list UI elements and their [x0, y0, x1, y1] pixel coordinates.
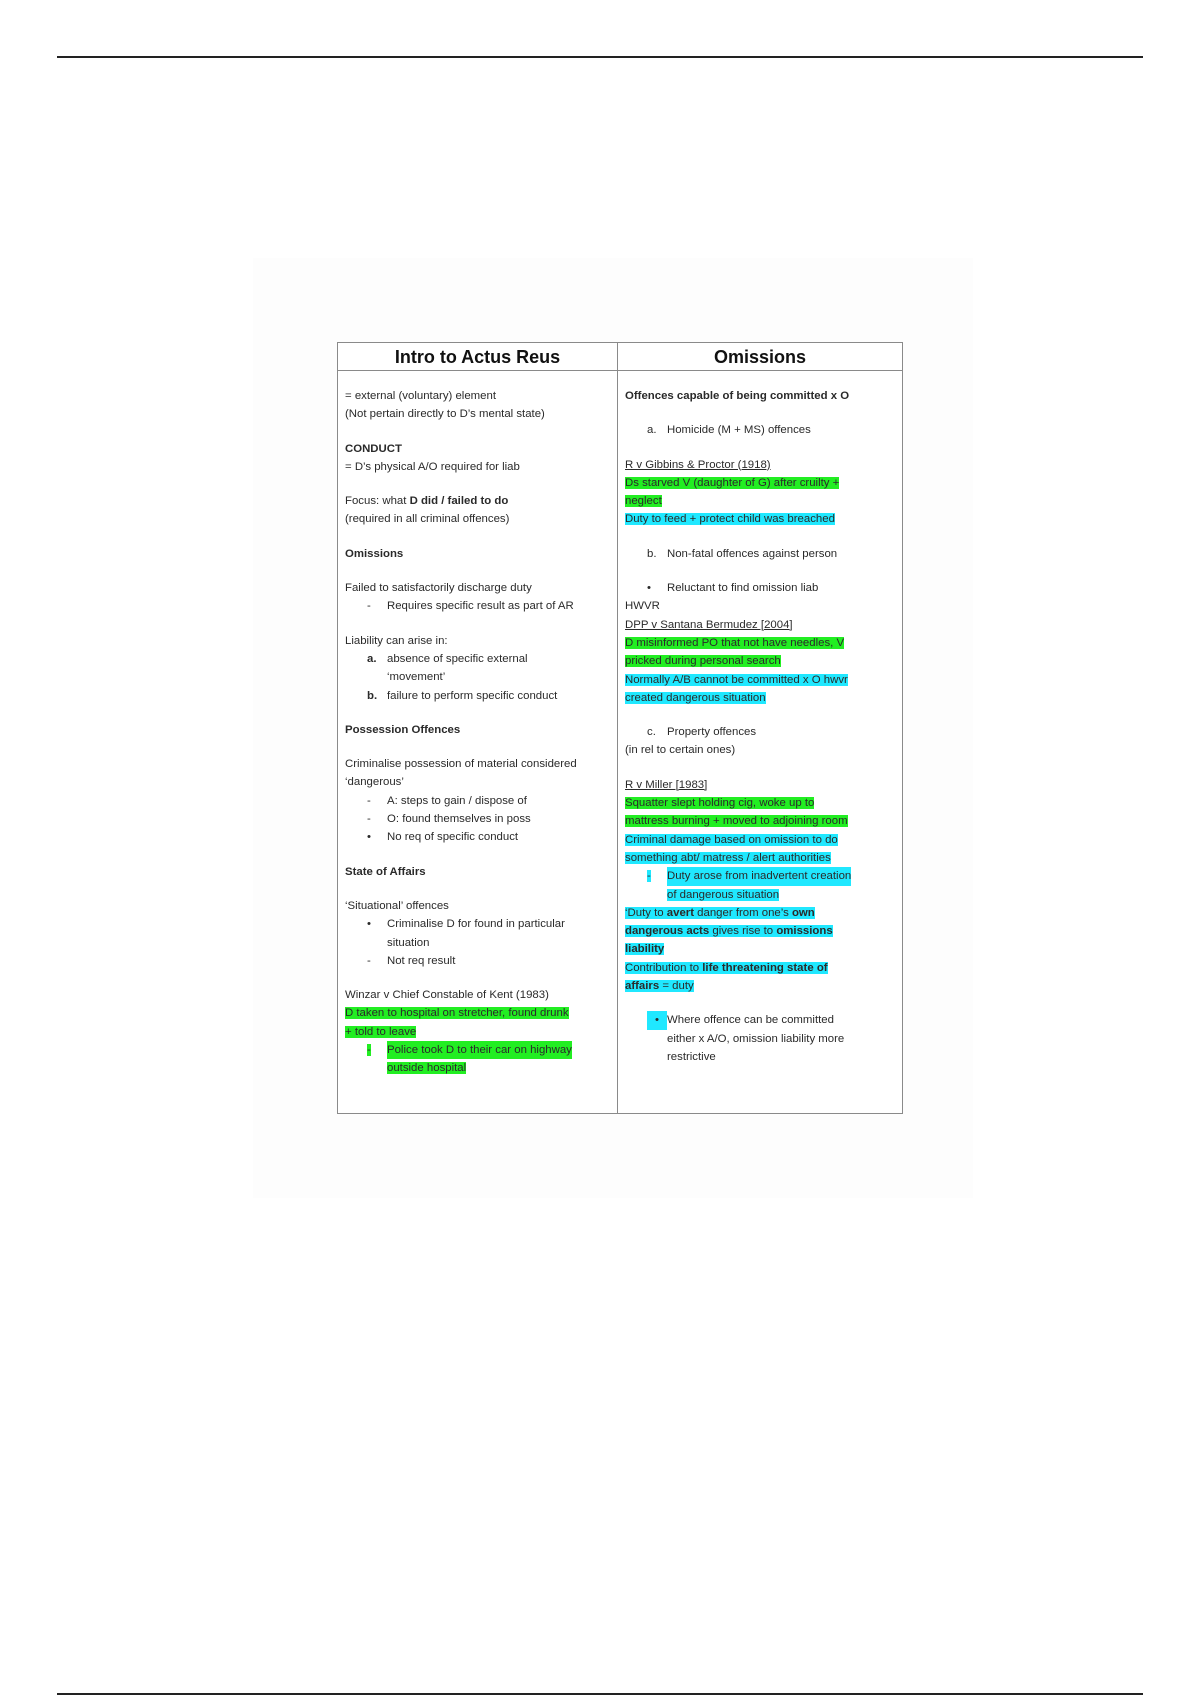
definition-block [345, 387, 611, 424]
contribution-bold: affairs [625, 980, 660, 993]
miller-case-block [625, 776, 896, 996]
possession-definition-continued: ‘dangerous’ [345, 776, 404, 789]
liability-a-text: absence of specific external [387, 652, 528, 665]
letter-marker: c. [647, 726, 656, 739]
property-note: (in rel to certain ones) [625, 744, 736, 757]
case-sub-text: Police took D to their car on highway [387, 1041, 572, 1059]
letter-marker: b. [647, 547, 657, 560]
definition-line: = external (voluntary) element [345, 390, 496, 402]
bullet-marker: • [647, 1011, 667, 1029]
case-principle: Criminal damage based on omission to do [625, 833, 838, 846]
focus-prefix: Focus: what [345, 495, 410, 508]
letter-marker: a. [647, 424, 657, 437]
contribution-text: Contribution to [625, 961, 703, 974]
liability-block [345, 632, 611, 705]
dash-text: Requires specific result as part of AR [387, 600, 574, 613]
case-highlight-continued: neglect [625, 495, 662, 508]
contribution-line-1 [625, 959, 896, 977]
item-c [625, 723, 896, 741]
case-highlight-continued: mattress burning + moved to adjoining room [625, 815, 848, 828]
right-column-header: Omissions [618, 343, 902, 371]
reluctant-text: Reluctant to find omission liab [667, 582, 819, 595]
bullet-marker: • [647, 582, 651, 595]
possession-bullet-text: No req of specific conduct [387, 831, 519, 844]
item-b [625, 545, 896, 563]
case-principle: Duty to feed + protect child was breached [625, 513, 835, 526]
winzar-case-block [345, 986, 611, 1077]
case-sub-item [345, 1041, 611, 1059]
case-highlight-continued: + told to leave [345, 1025, 417, 1038]
focus-note: (required in all criminal offences) [345, 513, 510, 526]
omissions-definition-block [345, 579, 611, 616]
liability-item-a [345, 650, 611, 668]
focus-line [345, 492, 611, 510]
case-highlight: D taken to hospital on stretcher, found drunk [345, 1007, 569, 1020]
possession-o-text: O: found themselves in poss [387, 813, 531, 826]
dpp-case-block [625, 579, 896, 707]
case-title: Winzar v Chief Constable of Kent (1983) [345, 989, 549, 1002]
letter-marker: a. [367, 652, 377, 665]
focus-block [345, 492, 611, 529]
dash-marker: - [647, 870, 651, 883]
omissions-definition: Failed to satisfactorily discharge duty [345, 582, 532, 595]
where-text: Where offence can be committed [667, 1014, 834, 1027]
miller-sub-continued: of dangerous situation [667, 888, 780, 901]
possession-block [345, 755, 611, 846]
focus-bold: D did / failed to do [409, 495, 509, 508]
possession-bullet [345, 828, 611, 846]
possession-item-a [345, 792, 611, 810]
case-highlight-continued: pricked during personal search [625, 655, 781, 668]
miller-sub-item [625, 867, 896, 885]
state-bullet-continued: situation [387, 936, 430, 949]
item-a [625, 421, 896, 439]
duty-bold: own [791, 906, 815, 919]
omissions-title-block [345, 545, 611, 563]
case-highlight: Ds starved V (daughter of G) after cruilty + [625, 476, 840, 489]
case-sub-continued: outside hospital [387, 1062, 467, 1075]
miller-sub-text: Duty arose from inadvertent creation [667, 867, 851, 885]
conduct-definition: = D’s physical A/O required for liab [345, 460, 520, 473]
dash-marker: - [367, 1044, 371, 1057]
where-bullet [625, 1011, 896, 1029]
right-column [618, 371, 902, 1113]
liability-a-continued: ‘movement’ [387, 671, 446, 684]
case-principle-continued: created dangerous situation [625, 691, 766, 704]
notes-table [337, 342, 903, 1114]
possession-a-text: A: steps to gain / dispose of [387, 794, 527, 807]
case-title: R v Miller [1983] [625, 778, 708, 791]
where-block [625, 1011, 896, 1066]
duty-text: ‘Duty to [625, 906, 667, 919]
case-highlight: D misinformed PO that not have needles, V [625, 636, 845, 649]
possession-definition: Criminalise possession of material considered [345, 758, 577, 771]
case-title: R v Gibbins & Proctor (1918) [625, 458, 771, 471]
state-title: State of Affairs [345, 865, 426, 878]
intro-block [625, 387, 896, 405]
conduct-block [345, 440, 611, 477]
duty-bold: dangerous acts [625, 925, 710, 938]
contribution-text: = duty [659, 980, 694, 993]
nonfatal-block [625, 545, 896, 563]
duty-bold: avert [666, 906, 695, 919]
left-column [338, 371, 618, 1113]
dash-marker: - [367, 794, 371, 807]
liability-b-text: failure to perform specific conduct [387, 689, 558, 702]
gibbins-case-block [625, 456, 896, 529]
possession-item-o [345, 810, 611, 828]
contribution-bold: life threatening state of [702, 961, 828, 974]
header-rule [57, 56, 1143, 58]
property-block [625, 723, 896, 760]
case-title: DPP v Santana Bermudez [2004] [625, 618, 793, 631]
item-b-text: Non-fatal offences against person [667, 547, 838, 560]
where-continued: either x A/O, omission liability more [667, 1032, 845, 1045]
reluctant-bullet [625, 579, 896, 597]
state-dash [345, 952, 611, 970]
state-definition: ‘Situational’ offences [345, 899, 449, 912]
duty-text: danger from one’s [694, 906, 792, 919]
duty-bold: liability [625, 943, 665, 956]
where-continued: restrictive [667, 1050, 716, 1063]
state-bullet-text: Criminalise D for found in particular [387, 918, 565, 931]
duty-text: gives rise to [709, 925, 777, 938]
homicide-block [625, 421, 896, 439]
contribution-line-2 [625, 977, 896, 995]
dash-marker: - [367, 954, 371, 967]
left-column-header: Intro to Actus Reus [338, 343, 618, 371]
intro-bold: Offences capable of being committed x O [625, 390, 850, 402]
case-principle: Normally A/B cannot be committed x O hwvr [625, 673, 848, 686]
omissions-title: Omissions [345, 547, 404, 560]
duty-line-3 [625, 940, 896, 958]
bullet-marker: • [367, 831, 371, 844]
duty-line-1 [625, 904, 896, 922]
dash-marker: - [367, 600, 371, 613]
state-dash-text: Not req result [387, 954, 456, 967]
letter-marker: b. [367, 689, 378, 702]
footer-rule [57, 1693, 1143, 1695]
duty-line-2 [625, 922, 896, 940]
bullet-marker: • [367, 918, 371, 931]
liability-intro: Liability can arise in: [345, 634, 448, 647]
state-block [345, 897, 611, 970]
duty-bold: omissions [776, 925, 833, 938]
omissions-dash-item [345, 597, 611, 615]
definition-note: (Not pertain directly to D’s mental state) [345, 408, 545, 421]
possession-title: Possession Offences [345, 723, 461, 736]
item-a-text: Homicide (M + MS) offences [667, 424, 811, 437]
possession-title-block [345, 721, 611, 739]
case-highlight: Squatter slept holding cig, woke up to [625, 797, 815, 810]
state-title-block [345, 863, 611, 881]
state-bullet [345, 915, 611, 933]
liability-item-b [345, 687, 611, 705]
conduct-title: CONDUCT [345, 442, 402, 455]
dash-marker: - [367, 813, 371, 826]
hwvr-label: HWVR [625, 600, 660, 613]
item-c-text: Property offences [667, 726, 757, 739]
case-principle-continued: something abt/ matress / alert authorities [625, 851, 831, 864]
